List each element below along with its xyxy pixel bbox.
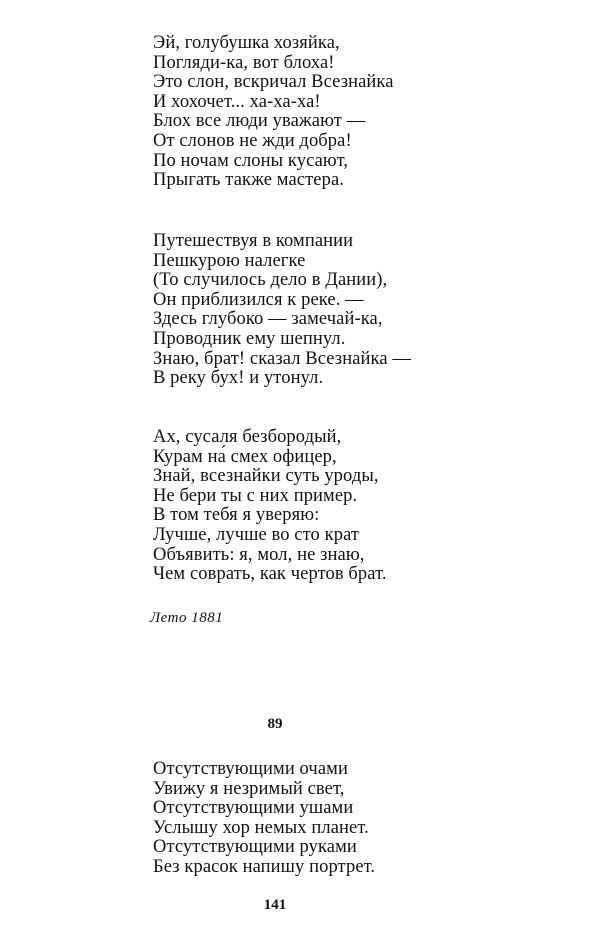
verse-line: Лучше, лучше во сто крат (153, 524, 360, 545)
verse-line: По ночам слоны кусают, (153, 150, 349, 171)
verse-line: Знаю, брат! сказал Всезнайка — (153, 348, 411, 369)
verse-line: Блох все люди уважают — (153, 111, 366, 132)
verse-line: Эй, голубушка хозяйка, (153, 33, 340, 53)
verse-line: В том тебя я уверяю: (153, 505, 320, 526)
verse-line: Отсутствующими очами (153, 759, 348, 779)
verse-line: Увижу я незримый свет, (153, 778, 345, 799)
page-number: 141 (263, 897, 287, 913)
verse-line: Чем соврать, как чертов брат. (153, 564, 387, 585)
verse-line: В реку бух! и утонул. (153, 368, 324, 389)
verse-line: Курам на́ смех офицер, (153, 446, 337, 467)
verse-line: Проводник ему шепнул. (153, 328, 346, 349)
verse-line: Ах, сусаля безбородый, (153, 427, 342, 447)
verse-line: Не бери ты с них пример. (153, 485, 358, 506)
verse-line: И хохочет... ха-ха-ха! (153, 91, 321, 112)
verse-line: Это слон, вскричал Всезнайка (153, 72, 394, 93)
verse-line: Погляди-ка, вот блоха! (153, 52, 335, 73)
verse-line: Объявить: я, мол, не знаю, (153, 544, 365, 565)
verse-line: Отсутствующими ушами (153, 798, 354, 819)
verse-line: От слонов не жди добра! (153, 130, 352, 151)
poem-number: 89 (267, 716, 283, 732)
verse-line: (То случилось дело в Дании), (153, 270, 388, 291)
verse-line: Он приблизился к реке. — (153, 289, 364, 310)
verse-line: Здесь глубоко — замечай-ка, (153, 309, 383, 330)
stanza-3 (153, 428, 387, 585)
verse-line: Без красок напишу портрет. (153, 856, 376, 877)
verse-line: Прыгать также мастера. (153, 170, 344, 191)
verse-line: Знай, всезнайки суть уроды, (153, 466, 379, 487)
stanza-2 (153, 232, 411, 389)
stanza-1 (153, 34, 394, 191)
verse-line: Отсутствующими руками (153, 837, 357, 858)
stanza-4 (153, 760, 375, 878)
verse-line: Услышу хор немых планет. (153, 817, 369, 838)
verse-line: Пешкурою налегке (153, 250, 306, 271)
verse-line: Путешествуя в компании (153, 231, 354, 251)
date-note: Лето 1881 (150, 610, 224, 626)
